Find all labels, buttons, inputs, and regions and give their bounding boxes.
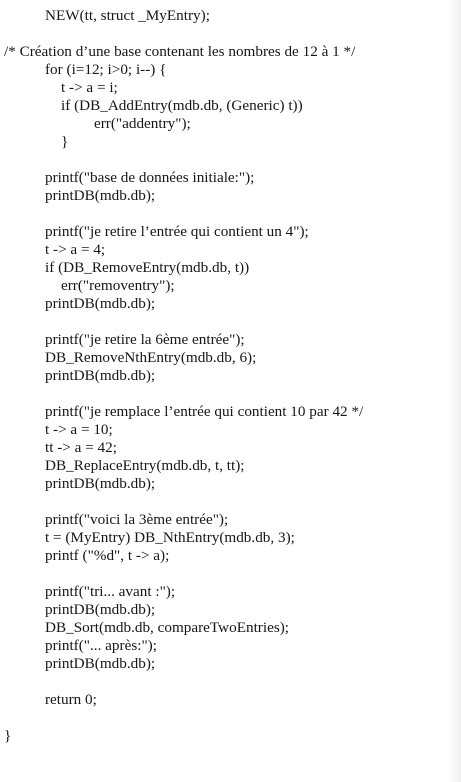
code-text: if (DB_AddEntry(mdb.db, (Generic) t)) bbox=[61, 97, 303, 114]
blank-line bbox=[0, 673, 447, 691]
code-line bbox=[0, 529, 447, 547]
code-text: printf("base de données initiale:"); bbox=[45, 169, 255, 186]
code-line bbox=[0, 727, 447, 745]
code-line bbox=[0, 547, 447, 565]
blank-line bbox=[0, 151, 447, 169]
code-line bbox=[0, 691, 447, 709]
code-text: printf("... après:"); bbox=[45, 637, 157, 654]
code-text: DB_RemoveNthEntry(mdb.db, 6); bbox=[45, 349, 257, 366]
code-listing bbox=[0, 7, 447, 745]
code-line bbox=[0, 61, 447, 79]
code-line bbox=[0, 259, 447, 277]
code-text: printf("voici la 3ème entrée"); bbox=[45, 511, 229, 528]
code-line bbox=[0, 475, 447, 493]
code-comment-line bbox=[0, 43, 447, 61]
code-text: printf("tri... avant :"); bbox=[45, 583, 176, 600]
blank-line bbox=[0, 385, 447, 403]
closing-brace: } bbox=[4, 727, 12, 744]
code-line bbox=[0, 655, 447, 673]
code-text: DB_Sort(mdb.db, compareTwoEntries); bbox=[45, 619, 290, 636]
code-text: printDB(mdb.db); bbox=[45, 367, 156, 384]
code-text: if (DB_RemoveEntry(mdb.db, t)) bbox=[45, 259, 250, 276]
code-line bbox=[0, 421, 447, 439]
code-line bbox=[0, 601, 447, 619]
code-line bbox=[0, 403, 447, 421]
code-text: t -> a = 4; bbox=[45, 241, 106, 258]
code-comment: /* Création d’une base contenant les nombres de 12 à 1 */ bbox=[4, 43, 356, 60]
code-text: printf("je remplace l’entrée qui contient 10 par 42 */ bbox=[45, 403, 364, 420]
code-text: t -> a = i; bbox=[61, 79, 118, 96]
blank-line bbox=[0, 493, 447, 511]
blank-line bbox=[0, 565, 447, 583]
code-line bbox=[0, 223, 447, 241]
code-line bbox=[0, 241, 447, 259]
code-line bbox=[0, 457, 447, 475]
code-line bbox=[0, 511, 447, 529]
page-edge-shadow bbox=[447, 0, 461, 782]
code-line bbox=[0, 331, 447, 349]
code-text: for (i=12; i>0; i--) { bbox=[45, 61, 167, 78]
closing-brace: } bbox=[61, 133, 69, 150]
code-line bbox=[0, 367, 447, 385]
code-text: err("removentry"); bbox=[61, 277, 175, 294]
code-line bbox=[0, 97, 447, 115]
code-line bbox=[0, 115, 447, 133]
code-text: printf ("%d", t -> a); bbox=[45, 547, 170, 564]
code-text: printDB(mdb.db); bbox=[45, 601, 156, 618]
blank-line bbox=[0, 25, 447, 43]
code-text: return 0; bbox=[45, 691, 97, 708]
code-line bbox=[0, 637, 447, 655]
code-line bbox=[0, 619, 447, 637]
code-text: err("addentry"); bbox=[94, 115, 191, 132]
code-text: printf("je retire la 6ème entrée"); bbox=[45, 331, 245, 348]
code-line bbox=[0, 349, 447, 367]
code-line bbox=[0, 79, 447, 97]
code-text: NEW(tt, struct _MyEntry); bbox=[45, 7, 210, 24]
code-line bbox=[0, 7, 447, 25]
code-text: printDB(mdb.db); bbox=[45, 187, 156, 204]
code-text: t -> a = 10; bbox=[45, 421, 113, 438]
code-line bbox=[0, 169, 447, 187]
code-text: t = (MyEntry) DB_NthEntry(mdb.db, 3); bbox=[45, 529, 295, 546]
code-line bbox=[0, 133, 447, 151]
code-text: tt -> a = 42; bbox=[45, 439, 117, 456]
code-line bbox=[0, 583, 447, 601]
code-text: printDB(mdb.db); bbox=[45, 655, 156, 672]
code-line bbox=[0, 277, 447, 295]
code-line bbox=[0, 439, 447, 457]
code-text: printf("je retire l’entrée qui contient un 4"); bbox=[45, 223, 309, 240]
blank-line bbox=[0, 313, 447, 331]
blank-line bbox=[0, 709, 447, 727]
code-line bbox=[0, 295, 447, 313]
code-text: printDB(mdb.db); bbox=[45, 475, 156, 492]
code-line bbox=[0, 187, 447, 205]
blank-line bbox=[0, 205, 447, 223]
code-text: DB_ReplaceEntry(mdb.db, t, tt); bbox=[45, 457, 245, 474]
code-text: printDB(mdb.db); bbox=[45, 295, 156, 312]
